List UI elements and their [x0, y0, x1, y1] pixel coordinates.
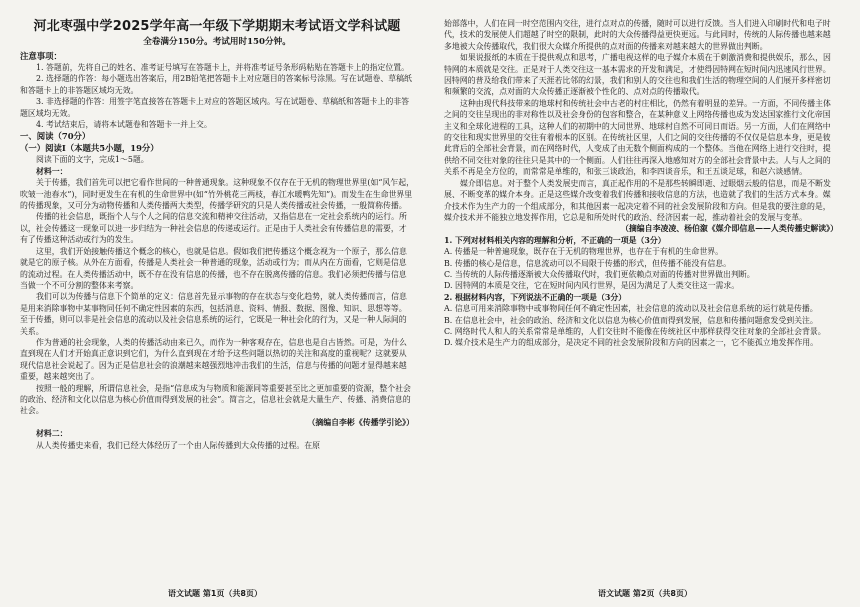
q1-option-c: C. 当传统的人际传播逐渐被大众传播取代时，我们更依赖点对面的传播对世界做出判断。 — [444, 269, 755, 279]
paragraph: 如果说报纸的本质在于提供观点和思考，广播电视这样的电子媒介本质在于刺激消费和提供娱乐，那么，因特网的本质就是交往。正是对于人类交往这一基本需求的开发和满足，才使得因特网在短时间内迅速风行世界。因特网的普及给我们带来了天涯若比邻的幻景，我们和别人的交往也和我们生活的物理空间的人们展开多样密切和频繁的交流，点对面的大众传播正逐渐被个性化的、点对点的传播取代。 — [444, 53, 831, 97]
notice-item: 3. 非选择题的作答：用签字笔直接答在答题卡上对应的答题区域内。写在试题卷、草稿纸和答题卡上的非答题区域均无效。 — [20, 97, 410, 118]
page-right — [430, 0, 860, 607]
paragraph: 我们可以为传播与信息下个简单的定义：信息首先显示事物的存在状态与变化趋势，就人类传播而言，信息是用来消除事物中某事物同任何不确定性因素的东西，包括消息、资料、情报、数据、图像、知识、思想等等。至于传播，则可以非是社会信息的流动以及社会信息系统的运行，它既是一种社会化的行为，又是一种人际间的关系。 — [20, 292, 407, 336]
paragraph: 这种由现代科技带来的地球村和传统社会中古老的村庄相比，仍然有着明显的差异。一方面，不同传播主体之间的交往呈现出的非对称性以及社会身份的包容和整合，在某种意义上网络传播也成为发达国家推行文化帝国主义和全球化进程的工具，这种人们的初期中的大同世界、地球村自然不可同日而语。另一方面，人们在网络中的交往和现实世界里的交往有着根本的区别。在传统社区里，人们之间的交往传播的不仅仅是信息本身，更是彼此背后的全部社会背景，而在网络时代，人变成了由无数个侧面构成的一个整体。当他在网络上进行交往时，提供给不同交往对象的往往只是其中的一个侧面。人们往往再深入地感知对方的全部社会背景中去。人与人之间的关系不再是全方位的，而常常是单维的，和张三谈政治，和李四谈音乐，和王五谈足球，和赵六谈感情。 — [444, 98, 831, 177]
paragraph: 媒介即信息。对于整个人类发展史而言，真正起作用的不是那些转瞬即逝、过眼烟云般的信息，而是不断发展、不断变革的媒介本身。正是这些媒介改变着我们传播和接收信息的方法，也造就了我们的生活方式本身。媒介技术作为生产力的一个组成部分，和其他因素一起决定着不同的社会发展阶段和方向。但是我的要注意的是，媒介技术并不能独立地发挥作用，它总是和所处时代的政治、经济因素一起，推动着社会的发展与变革。 — [444, 178, 831, 222]
notice-item: 2. 选择题的作答：每小题选出答案后，用2B铅笔把答题卡上对应题目的答案标号涂黑。写在试题卷、草稿纸和答题卡上的非答题区域均无效。 — [20, 74, 412, 95]
paragraph: 传播的社会信息，既指个人与个人之间的信息交流和精神交往活动，又指信息在一定社会系统内的运行。所以，社会传播这一现象可以进一步归结为一种社会信息的传递或运行。正是由于人类社会有传播信息的需要，才有了传播这种活动或行为的发生。 — [20, 212, 407, 245]
source-citation: （摘编自李凌凌、杨伯溆《媒介即信息——人类传播史解读》） — [621, 224, 838, 234]
paragraph: 这里，我们开始接触传播这个概念的核心，也就是信息。假如我们把传播这个概念视为一个原子，那么信息就是它的原子核。从外在方面看，传播是人类社会一种普通的现象，活动或行为；而从内在方面看，它则是信息的流动过程。在人类传播活动中，既不存在没有信息的传播，也不存在脱离传播的信息。我们必须把传播与信息当做一个不可分割的整体来考察。 — [20, 246, 407, 290]
q1-option-b: B. 传播的核心是信息，信息流动可以不局限于传播的形式，但传播不能没有信息。 — [444, 258, 731, 268]
page-footer: 语文试题 第2页（共8页） — [598, 589, 692, 598]
question-2: 2. 根据材料内容，下列说法不正确的一项是（3分） — [444, 292, 627, 302]
q2-option-d: D. 媒介技术是生产力的组成部分，是决定不同的社会发展阶段和方向的因素之一，它不能孤立地发挥作用。 — [444, 338, 819, 348]
q2-option-a: A. 信息可用来消除事物中或事物间任何不确定性因素，社会信息的流动以及社会信息系统的运行就是传播。 — [444, 304, 818, 314]
exam-title: 河北枣强中学2025学年高一年级下学期期末考试语文学科试题 — [33, 19, 401, 34]
notice-heading: 注意事项： — [20, 51, 62, 61]
paragraph: 从人类传播史来看，我们已经大体经历了一个由人际传播到大众传播的过程。在原 — [36, 440, 321, 450]
question-1: 1. 下列对材料相关内容的理解和分析，不正确的一项是（3分） — [444, 235, 666, 245]
q2-option-c: C. 网络时代人和人的关系常常是单维的，人们交往时不能像在传统社区中那样获得交往对象的全部社会背景。 — [444, 326, 826, 336]
paragraph: 按照一般的理解，所谓信息社会，是指“信息成为与物质和能源同等重要甚至比之更加重要的资源，整个社会的政治、经济和文化以信息为核心价值而得到发展的社会”。简言之，信息社会就是大量生产、传播、消费信息的社会。 — [20, 383, 411, 416]
material-label: 材料一： — [36, 166, 68, 176]
q1-option-a: A. 传播是一种普遍现象，既存在于无机的物理世界，也存在于有机的生命世界。 — [444, 247, 723, 257]
section-heading: 一、阅读（70分） — [20, 131, 91, 142]
source-citation: （摘编自李彬《传播学引论》） — [307, 417, 414, 427]
reading-instruction: 阅读下面的文字，完成1～5题。 — [36, 155, 149, 165]
q2-option-b: B. 在信息社会中，社会的政治、经济和文化以信息为核心价值而得到发展，信息和传播问题愈发受到关注。 — [444, 315, 818, 325]
q1-option-d: D. 因特网的本质是交往，它在短时间内风行世界，是因为满足了人类交往这一需求。 — [444, 281, 740, 291]
page-footer: 语文试题 第1页（共8页） — [168, 589, 262, 598]
paragraph: 始部落中，人们在同一时空范围内交往，进行点对点的传播，随时可以进行反馈。当人们进入印刷时代和电子时代，技术的发展使人们超越了时空的限制，此时的大众传播得益更快更远。与此同时，传统的人际传播也越来越多地被大众传播取代，我们很大众媒介所提供的点对面的传播来对越来越大的世界做出判断。 — [444, 19, 831, 51]
subsection-heading: （一）阅读Ⅰ（本题共5小题，19分） — [20, 143, 159, 154]
material-label: 材料二： — [36, 429, 68, 439]
exam-subtitle: 全卷满分150分。考试用时150分钟。 — [143, 37, 291, 47]
notice-item: 4. 考试结束后，请将本试题卷和答题卡一并上交。 — [36, 120, 212, 130]
paragraph: 作为普通的社会现象，人类的传播活动由来已久，而作为一种客观存在，信息也是自古皆然。可是，为什么直到现在人们才开始真正意识到它们，为什么直到现在才给予这些问题以热切的关注和高度的重视呢？这就要从现代信息社会说起了。因为正是信息社会的浪潮越来越强烈地冲击我们的生活，信息与传播的问题才显得越来越重要，越来越突出了。 — [20, 337, 407, 382]
paragraph: 关于传播，我们首先可以把它看作世间的一种普通现象。这种现象不仅存在于无机的物理世界里(如“风乍起，吹皱一池春水”)，同时更发生在有机的生命世界中(如“竹外桃花三两枝，春江水暖鸭先知”)。而发生在生命世界里的传播现象，又可分为动物传播和人类传播两大类型，传播学研究的只是人类传播或社会传播，一般简称传播。 — [20, 178, 414, 211]
notice-item: 1. 答题前，先将自己的姓名、准考证号填写在答题卡上，并将准考证号条形码粘贴在答题卡上的指定位置。 — [36, 63, 410, 72]
